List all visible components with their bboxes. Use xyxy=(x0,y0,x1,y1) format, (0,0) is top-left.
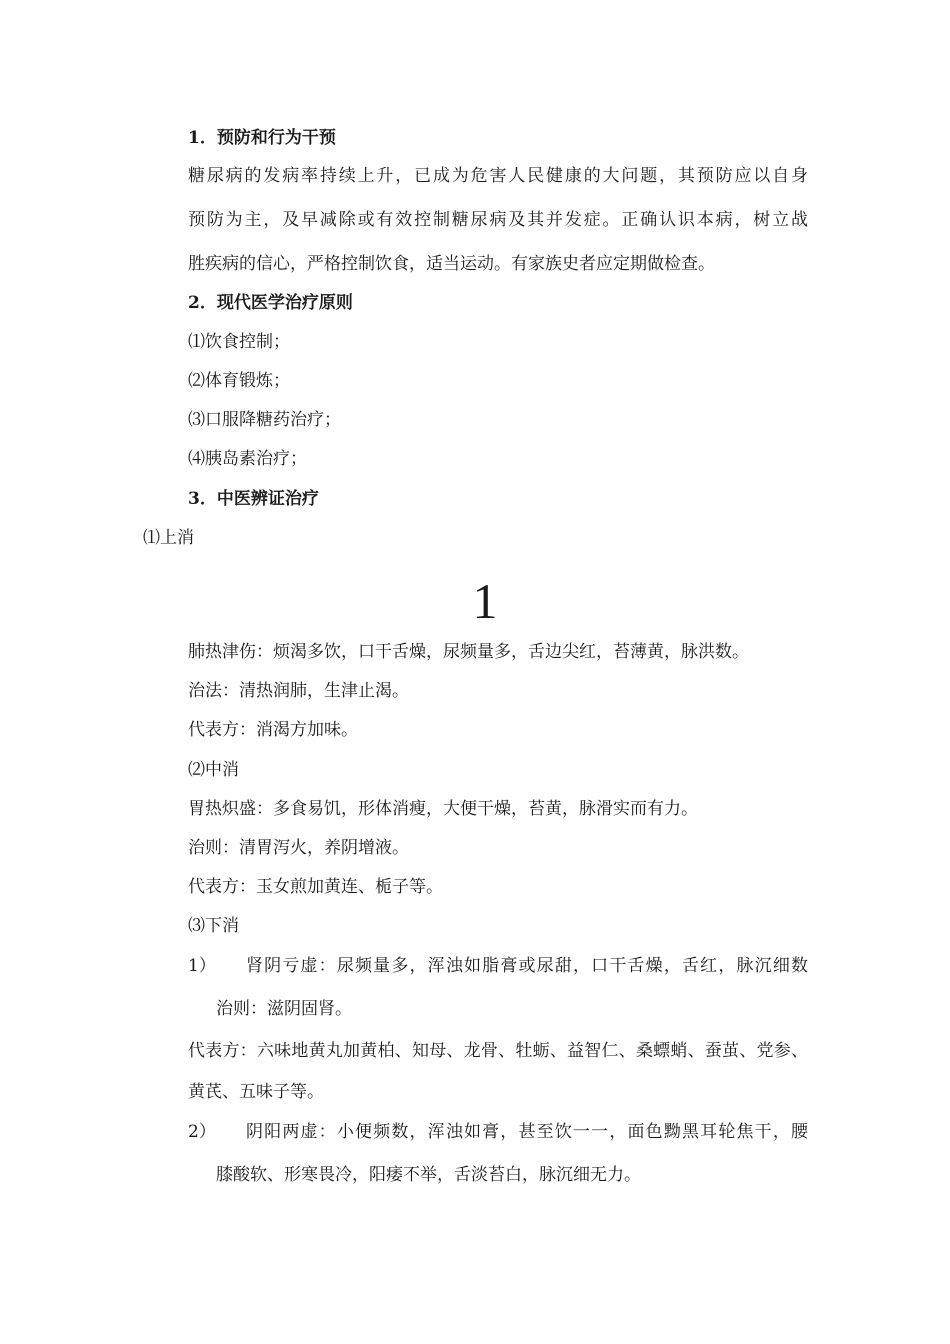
page-number: 1 xyxy=(472,573,498,629)
xiaxiao-item1-formula-line-2: 黄芪、五味子等。 xyxy=(188,1082,324,1102)
xiaxiao-item1-method: 治则：滋阴固肾。 xyxy=(216,999,352,1019)
xiaxiao-item2-symptom-line-2: 膝酸软、形寒畏冷，阳痿不举，舌淡苔白，脉沉细无力。 xyxy=(216,1165,641,1185)
section3-heading: 3．中医辨证治疗 xyxy=(188,489,319,509)
section2-item-4: ⑷胰岛素治疗； xyxy=(188,449,307,469)
section2-item-2: ⑵体育锻炼； xyxy=(188,371,290,391)
section2-heading: 2．现代医学治疗原则 xyxy=(188,293,353,313)
xiaxiao-item1-formula-line-1: 代表方：六味地黄丸加黄柏、知母、龙骨、牡蛎、益智仁、桑螵蛸、蚕茧、党参、 xyxy=(188,1041,808,1061)
shangxiao-symptom: 肺热津伤：烦渴多饮，口干舌燥，尿频量多，舌边尖红，苔薄黄，脉洪数。 xyxy=(188,642,749,662)
xiaxiao-title: ⑶下消 xyxy=(188,916,239,936)
zhongxiao-method: 治则：清胃泻火，养阴增液。 xyxy=(188,838,409,858)
xiaxiao-item1-symptom: 肾阴亏虚：尿频量多，浑浊如脂膏或尿甜，口干舌燥，舌红，脉沉细数 xyxy=(246,956,808,976)
xiaxiao-item1-number: 1） xyxy=(188,956,216,976)
xiaxiao-item2-number: 2） xyxy=(188,1122,216,1142)
section1-heading: 1．预防和行为干预 xyxy=(188,128,336,148)
xiaxiao-item2-symptom-line-1: 阴阳两虚：小便频数，浑浊如膏，甚至饮一一，面色黝黑耳轮焦干，腰 xyxy=(246,1122,808,1142)
zhongxiao-symptom: 胃热炽盛：多食易饥，形体消瘦，大便干燥，苔黄，脉滑实而有力。 xyxy=(188,799,698,819)
section2-item-3: ⑶口服降糖药治疗； xyxy=(188,410,341,430)
section2-item-1: ⑴饮食控制； xyxy=(188,332,290,352)
shangxiao-formula: 代表方：消渴方加味。 xyxy=(188,720,358,740)
shangxiao-method: 治法：清热润肺，生津止渴。 xyxy=(188,681,409,701)
section1-para-line-2: 预防为主，及早减除或有效控制糖尿病及其并发症。正确认识本病，树立战 xyxy=(188,210,808,230)
section1-para-line-3: 胜疾病的信心，严格控制饮食，适当运动。有家族史者应定期做检查。 xyxy=(188,254,715,274)
section1-para-line-1: 糖尿病的发病率持续上升，已成为危害人民健康的大问题，其预防应以自身 xyxy=(188,166,808,186)
zhongxiao-formula: 代表方：玉女煎加黄连、栀子等。 xyxy=(188,877,443,897)
zhongxiao-title: ⑵中消 xyxy=(188,760,239,780)
shangxiao-title: ⑴上消 xyxy=(143,528,194,548)
